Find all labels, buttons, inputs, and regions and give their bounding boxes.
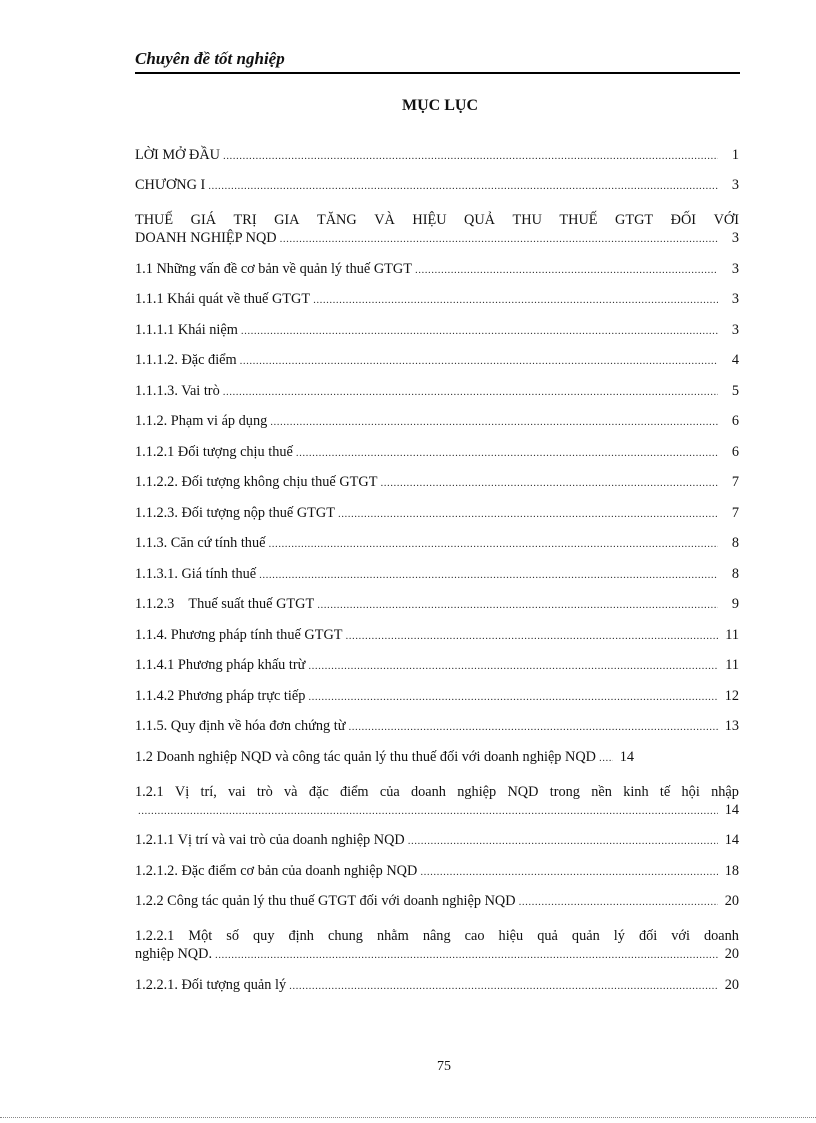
toc-entry-page: 6 <box>731 443 739 460</box>
toc-entry-page: 11 <box>725 657 739 673</box>
toc-entry-label: 1.1.2.2. Đối tượng không chịu thuế GTGT <box>135 474 378 490</box>
running-header <box>135 48 740 74</box>
dot-leader <box>215 945 718 963</box>
dot-leader <box>268 534 718 552</box>
dot-leader <box>420 862 718 880</box>
dot-leader <box>138 801 718 819</box>
toc-entry-page: 7 <box>731 474 739 490</box>
toc-entry-label: 1.1.4. Phương pháp tính thuế GTGT <box>135 626 343 643</box>
toc-entry-page: 14 <box>724 832 739 848</box>
dot-leader <box>313 290 718 308</box>
toc-entry-multiline[interactable] <box>135 766 739 819</box>
toc-entry-label: 1.2.1.1 Vị trí và vai trò của doanh nghiệp NQD <box>135 832 405 848</box>
dot-leader <box>241 321 718 339</box>
toc-entry-page: 20 <box>724 893 739 909</box>
toc-entry[interactable] <box>135 369 739 400</box>
toc-entry-multiline[interactable] <box>135 910 739 963</box>
toc-entry-page: 5 <box>731 382 739 399</box>
toc-entry-label: 1.1.2. Phạm vi áp dụng <box>135 413 268 429</box>
toc-entry[interactable] <box>135 880 739 911</box>
dot-leader <box>308 656 718 674</box>
dot-leader <box>208 176 718 194</box>
dot-leader <box>317 595 718 613</box>
toc-title: MỤC LỤC <box>402 97 478 114</box>
toc-entry-label: 1.1.4.1 Phương pháp khấu trừ <box>135 657 306 673</box>
toc-entry-page: 8 <box>731 535 739 551</box>
toc-entry-page: 11 <box>725 626 739 643</box>
dot-leader <box>380 473 718 491</box>
toc-entry[interactable] <box>135 308 739 339</box>
toc-entry-page: 12 <box>724 687 739 704</box>
toc-entry-line1: THUẾ GIÁ TRỊ GIA TĂNG VÀ HIỆU QUẢ THU THUẾ GTGT ĐỐI VỚI <box>135 212 739 228</box>
toc-entry[interactable] <box>135 400 739 431</box>
toc-entry-line2: DOANH NGHIỆP NQD <box>135 230 277 246</box>
dot-leader <box>223 382 718 400</box>
toc-entry-page: 18 <box>724 862 739 879</box>
toc-entry-line1: 1.2.1 Vị trí, vai trò và đặc điểm của doanh nghiệp NQD trong nền kinh tế hội nhập <box>135 783 739 800</box>
toc-entry[interactable] <box>135 735 739 766</box>
toc-entry[interactable] <box>135 705 739 736</box>
toc-entry-page: 20 <box>724 976 739 993</box>
toc-entry-page: 8 <box>731 565 739 582</box>
toc-entry[interactable] <box>135 164 739 195</box>
dot-leader <box>308 687 718 705</box>
toc-entry-line2: nghiệp NQD. <box>135 946 213 962</box>
toc-entry[interactable] <box>135 461 739 492</box>
toc-entry-label: 1.1.1.1 Khái niệm <box>135 321 238 338</box>
toc-entry-label: 1.1.4.2 Phương pháp trực tiếp <box>135 687 306 704</box>
toc-entry-page: 14 <box>619 748 635 765</box>
toc-entry-page: 4 <box>731 352 739 368</box>
toc-entry-page: 3 <box>731 321 739 338</box>
toc-entry[interactable] <box>135 552 739 583</box>
toc-entry[interactable] <box>135 644 739 675</box>
toc-entry-label: 1.1.1.2. Đặc điểm <box>135 352 237 368</box>
toc-entry[interactable] <box>135 339 739 370</box>
dot-leader <box>408 831 718 849</box>
toc-entry[interactable] <box>135 278 739 309</box>
toc-entry-page: 13 <box>724 718 739 734</box>
toc-entry-page: 6 <box>731 413 739 429</box>
toc-entry-label: LỜI MỞ ĐẦU <box>135 146 220 163</box>
toc-entry-page: 3 <box>731 177 739 193</box>
toc-entry-label: 1.1.2.1 Đối tượng chịu thuế <box>135 443 293 460</box>
toc-entry-multiline[interactable] <box>135 194 739 247</box>
toc-entry-line1: 1.2.2.1 Một số quy định chung nhằm nâng cao hiệu quả quản lý đối với doanh <box>135 928 739 944</box>
toc-entry[interactable] <box>135 133 739 164</box>
dot-leader <box>223 146 718 164</box>
dot-leader <box>348 717 718 735</box>
toc-entry-label: 1.2.2.1. Đối tượng quản lý <box>135 976 287 993</box>
toc-entry-page: 3 <box>731 291 739 307</box>
toc-entry[interactable] <box>135 491 739 522</box>
toc-entry-page: 3 <box>731 260 739 277</box>
toc-entry-label: 1.1.2.3 Thuế suất thuế GTGT <box>135 596 315 612</box>
toc-entry[interactable] <box>135 613 739 644</box>
bottom-divider <box>0 1117 816 1120</box>
toc-entry-label: 1.1 Những vấn đề cơ bản về quản lý thuế GTGT <box>135 260 412 277</box>
dot-leader <box>599 748 613 766</box>
toc-entry-page: 3 <box>731 230 739 246</box>
toc-entry-page: 20 <box>724 946 739 962</box>
toc-entry-page: 14 <box>724 801 739 818</box>
toc-entry[interactable] <box>135 963 739 994</box>
dot-leader <box>240 351 718 369</box>
toc-entry[interactable] <box>135 819 739 850</box>
dot-leader <box>280 229 718 247</box>
toc-entry-label: 1.1.3. Căn cứ tính thuế <box>135 535 266 551</box>
toc-entry-label: 1.1.1.3. Vai trò <box>135 382 220 399</box>
header-title: Chuyên đề tốt nghiệp <box>135 49 285 68</box>
dot-leader <box>259 565 718 583</box>
page-number: 75 <box>437 1059 451 1074</box>
dot-leader <box>270 412 718 430</box>
toc-entry-page: 1 <box>731 146 739 163</box>
toc-entry-label: CHƯƠNG I <box>135 177 206 193</box>
toc-entry-page: 9 <box>731 596 739 612</box>
toc-entry-label: 1.1.3.1. Giá tính thuế <box>135 565 257 582</box>
toc-entry-label: 1.2.2 Công tác quản lý thu thuế GTGT đối với doanh nghiệp NQD <box>135 893 516 909</box>
dot-leader <box>415 260 718 278</box>
toc-entry[interactable] <box>135 674 739 705</box>
toc-entry[interactable] <box>135 522 739 553</box>
toc-entry-label: 1.2 Doanh nghiệp NQD và công tác quản lý thu thuế đối với doanh nghiệp NQD <box>135 748 597 765</box>
toc-entry[interactable] <box>135 430 739 461</box>
table-of-contents <box>135 133 739 994</box>
toc-entry-label: 1.1.2.3. Đối tượng nộp thuế GTGT <box>135 504 335 521</box>
toc-entry[interactable] <box>135 849 739 880</box>
toc-entry[interactable] <box>135 583 739 614</box>
dot-leader <box>296 443 718 461</box>
toc-entry-page: 7 <box>731 504 739 521</box>
toc-entry[interactable] <box>135 247 739 278</box>
dot-leader <box>338 504 718 522</box>
toc-entry-label: 1.2.1.2. Đặc điểm cơ bản của doanh nghiệp NQD <box>135 862 418 879</box>
toc-entry-label: 1.1.1 Khái quát về thuế GTGT <box>135 291 311 307</box>
toc-entry-label: 1.1.5. Quy định về hóa đơn chứng từ <box>135 718 346 734</box>
dot-leader <box>519 892 718 910</box>
dot-leader <box>346 626 718 644</box>
dot-leader <box>289 976 718 994</box>
